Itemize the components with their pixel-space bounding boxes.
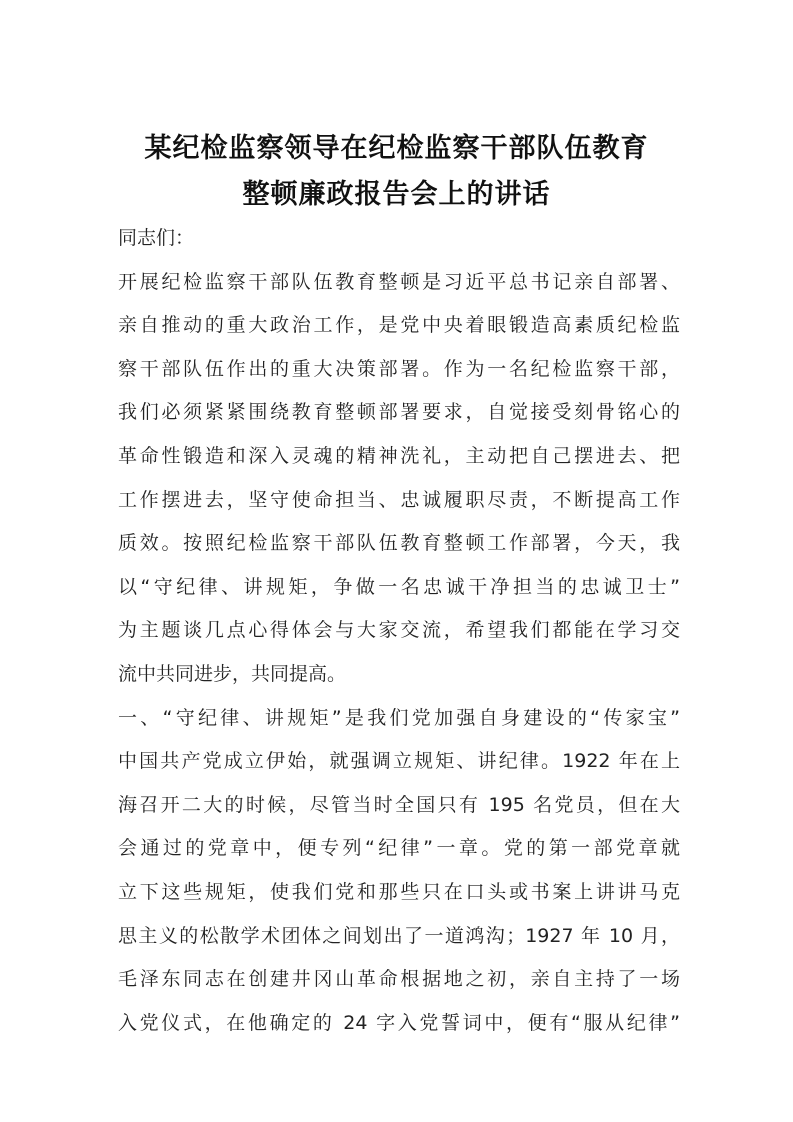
document-body xyxy=(118,223,680,1051)
paragraph-line: 流中共同进步，共同提高。 xyxy=(118,662,347,685)
paragraph-line: 我们必须紧紧围绕教育整顿部署要求，自觉接受刻骨铭心的 xyxy=(118,401,680,424)
paragraph-line: 海召开二大的时候，尽管当时全国只有 195 名党员，但在大 xyxy=(118,793,680,816)
paragraph-line: 思主义的松散学术团体之间划出了一道鸿沟；1927 年 10 月， xyxy=(118,924,680,947)
paragraph-line: 质效。按照纪检监察干部队伍教育整顿工作部署，今天，我 xyxy=(118,532,680,555)
salutation: 同志们： xyxy=(118,227,195,249)
document-title-line-1: 某纪检监察领导在纪检监察干部队伍教育 xyxy=(144,133,649,164)
paragraph-line: 立下这些规矩，使我们党和那些只在口头或书案上讲讲马克 xyxy=(118,880,680,903)
paragraph-line: 察干部队伍作出的重大决策部署。作为一名纪检监察干部， xyxy=(118,357,680,380)
paragraph-line: 以“守纪律、讲规矩，争做一名忠诚干净担当的忠诚卫士” xyxy=(118,575,680,598)
paragraph-line: 工作摆进去，坚守使命担当、忠诚履职尽责，不断提高工作 xyxy=(118,488,680,511)
paragraph-line: 入党仪式，在他确定的 24 字入党誓词中，便有“服从纪律” xyxy=(118,1011,680,1034)
paragraph-line: 革命性锻造和深入灵魂的精神洗礼，主动把自己摆进去、把 xyxy=(118,444,680,467)
paragraph-line: 亲自推动的重大政治工作，是党中央着眼锻造高素质纪检监 xyxy=(118,314,680,337)
paragraph-line: 毛泽东同志在创建井冈山革命根据地之初，亲自主持了一场 xyxy=(118,968,680,991)
section-heading: 一、“守纪律、讲规矩”是我们党加强自身建设的“传家宝” xyxy=(118,706,680,729)
paragraph-line: 为主题谈几点心得体会与大家交流，希望我们都能在学习交 xyxy=(118,619,680,642)
paragraph-line: 开展纪检监察干部队伍教育整顿是习近平总书记亲自部署、 xyxy=(118,270,680,293)
document-title-line-2: 整顿廉政报告会上的讲话 xyxy=(242,179,551,210)
paragraph-line: 中国共产党成立伊始，就强调立规矩、讲纪律。1922 年在上 xyxy=(118,750,680,773)
paragraph-line: 会通过的党章中，便专列“纪律”一章。党的第一部党章就 xyxy=(118,837,680,860)
